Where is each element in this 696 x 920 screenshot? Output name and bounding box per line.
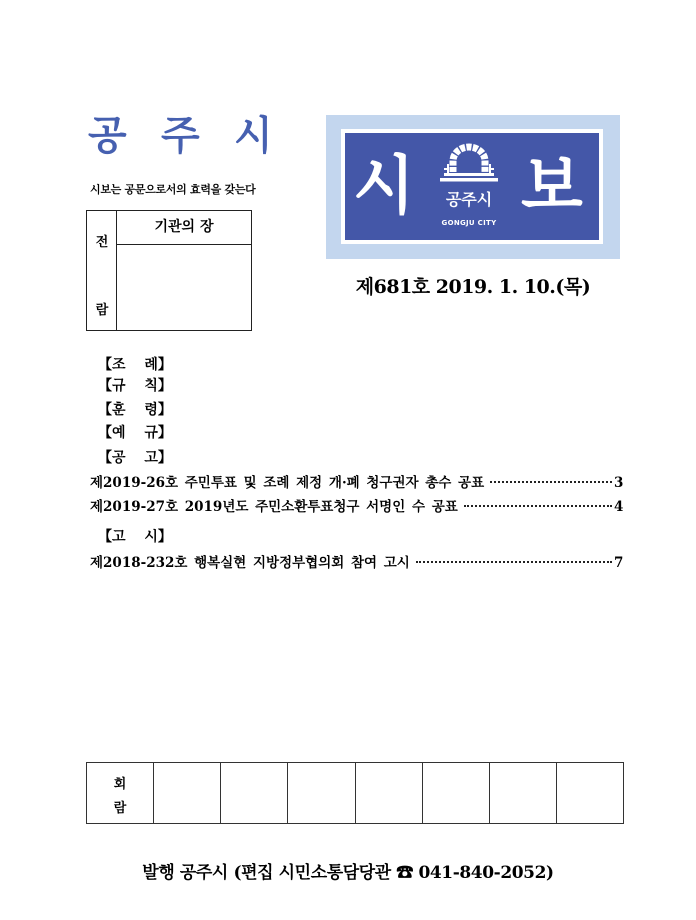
routing-label-top: 회 bbox=[113, 777, 127, 792]
section-heading-directives: 【훈 령】 bbox=[98, 402, 172, 418]
routing-signature-cell bbox=[355, 763, 422, 823]
routing-signature-cell bbox=[489, 763, 556, 823]
dotted-leader bbox=[490, 481, 612, 483]
routing-table bbox=[86, 762, 624, 824]
logo-city-english: GONGJU CITY bbox=[441, 219, 497, 227]
publisher-footer: 발행 공주시 (편집 시민소통담당관 ☎ 041-840-2052) bbox=[142, 863, 554, 883]
title-char: 시 bbox=[234, 113, 273, 159]
circulation-header: 기관의 장 bbox=[117, 211, 251, 245]
toc-entry[interactable] bbox=[90, 498, 622, 516]
circulation-label-bottom: 람 bbox=[95, 303, 109, 318]
title-char: 공 bbox=[88, 113, 127, 159]
logo-banner bbox=[345, 133, 599, 240]
routing-label-cell bbox=[87, 763, 153, 823]
toc-entry-title: 제2019-27호 2019년도 주민소환투표청구 서명인 수 공표 bbox=[90, 499, 458, 515]
toc-entry[interactable] bbox=[90, 554, 622, 572]
section-heading-announcements: 【공 고】 bbox=[98, 450, 172, 466]
toc-entry-title: 제2018-232호 행복실현 지방정부협의회 참여 고시 bbox=[90, 555, 410, 571]
dotted-leader bbox=[464, 505, 612, 507]
logo-char-left: 시 bbox=[353, 150, 415, 224]
issue-number-date: 제681호 2019. 1. 10.(목) bbox=[355, 276, 591, 298]
stone-arch-gate-icon bbox=[440, 142, 498, 184]
routing-signature-cell bbox=[153, 763, 220, 823]
logo-char-right: 보 bbox=[521, 150, 583, 224]
dotted-leader bbox=[416, 561, 612, 563]
circulation-box bbox=[86, 210, 252, 331]
routing-signature-cell bbox=[220, 763, 287, 823]
logo-city-korean: 공주시 bbox=[445, 190, 493, 209]
circulation-signature-area bbox=[117, 245, 251, 330]
section-heading-notices: 【고 시】 bbox=[98, 529, 172, 545]
section-heading-ordinances: 【조 례】 bbox=[98, 357, 172, 373]
toc-entry[interactable] bbox=[90, 474, 622, 492]
toc-entry-title: 제2019-26호 주민투표 및 조례 제정 개·폐 청구권자 총수 공표 bbox=[90, 475, 485, 491]
tagline: 시보는 공문으로서의 효력을 갖는다 bbox=[90, 183, 256, 196]
section-heading-rules: 【규 칙】 bbox=[98, 378, 172, 394]
routing-label-bottom: 람 bbox=[113, 801, 127, 816]
circulation-label-top: 전 bbox=[95, 235, 109, 250]
routing-signature-cell bbox=[556, 763, 623, 823]
title-char: 주 bbox=[161, 113, 200, 159]
page-title bbox=[88, 112, 307, 160]
routing-signature-cell bbox=[422, 763, 489, 823]
routing-signature-cell bbox=[287, 763, 354, 823]
toc-entry-page: 7 bbox=[614, 555, 624, 571]
circulation-side-label bbox=[87, 211, 117, 330]
toc-entry-page: 3 bbox=[614, 475, 624, 491]
toc-entry-page: 4 bbox=[614, 499, 624, 515]
section-heading-regulations: 【예 규】 bbox=[98, 425, 172, 441]
